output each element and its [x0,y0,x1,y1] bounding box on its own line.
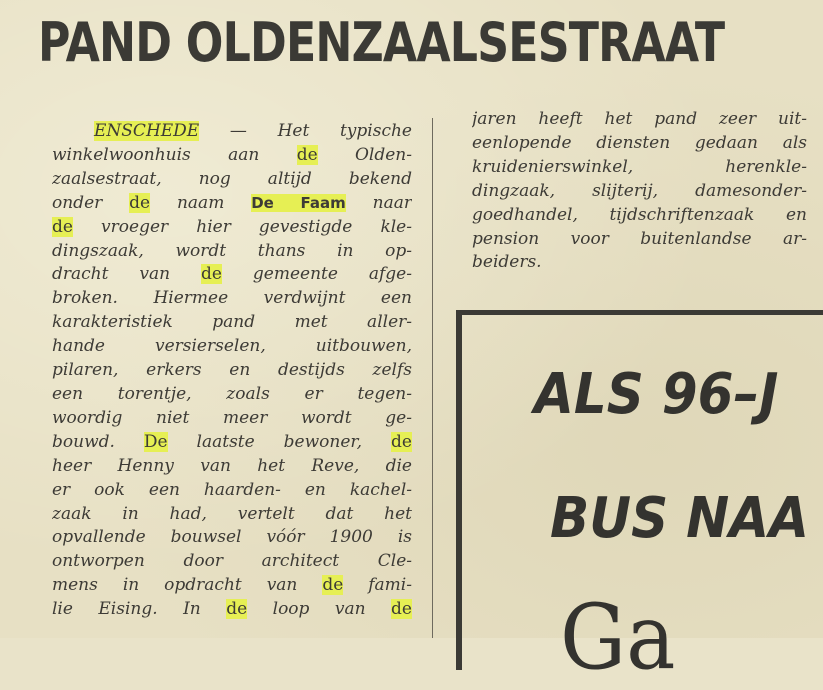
text-segment: fami- [343,575,412,596]
advertisement-headline-1: ALS 96–J [534,362,779,427]
text-segment: naar [345,192,412,213]
text-line: goedhandel, tijdschriftenzaak en [472,204,807,225]
text-segment: vroeger hier gevestigde kle- [72,216,412,237]
text-segment: — Het typische [199,121,412,141]
highlighted-word: de [391,431,412,452]
text-line [52,598,412,622]
text-segment: naam [150,192,252,213]
text-line [52,574,412,598]
text-line: heer Henny van het Reve, die [52,455,412,476]
text-line: beiders. [472,252,542,273]
text-line: hande versierselen, uitbouwen, [52,336,412,357]
article-column-1 [52,120,412,622]
highlighted-word: de [201,264,222,285]
text-line: woordig niet meer wordt ge- [52,407,412,428]
article-headline: PAND OLDENZAALSESTRAAT [38,11,725,74]
column-divider [432,118,433,638]
text-segment: dracht van [52,264,202,285]
advertisement-headline-3: Ga [560,585,676,690]
text-line: kruidenierswinkel, herenkle- [472,156,807,177]
text-line: er ook een haarden- en kachel- [52,479,412,500]
text-line: zaak in had, vertelt dat het [52,503,412,524]
highlighted-name: De Faam [251,193,346,212]
text-line: een torentje, zoals er tegen- [52,383,412,404]
article-column-2 [472,108,807,275]
text-segment: mens in opdracht van [52,575,323,596]
text-segment: bouwd. [52,431,144,452]
text-segment: onder [52,192,130,213]
text-line: opvallende bouwsel vóór 1900 is [52,527,412,548]
text-segment: Olden- [317,144,412,165]
highlighted-word: de [322,575,344,596]
text-segment: winkelwoonhuis aan [52,144,297,165]
highlighted-word: de [226,599,248,620]
text-line [52,216,412,240]
highlighted-word: de [296,144,318,165]
text-line: pension voor buitenlandse ar- [472,228,807,249]
text-line: broken. Hiermee verdwijnt een [52,288,412,309]
highlighted-word: de [391,599,412,620]
text-line: eenlopende diensten gedaan als [472,132,807,153]
text-segment: loop van [247,599,392,620]
text-segment: laatste bewoner, [167,431,392,452]
text-line [52,431,412,455]
dateline-highlighted: ENSCHEDE [94,121,200,141]
text-line [52,120,412,144]
text-line [52,263,412,287]
text-line [52,144,412,168]
text-line: dingzaak, slijterij, damesonder- [472,180,807,201]
text-segment: lie Eising. In [52,599,227,620]
text-line: pilaren, erkers en destijds zelfs [52,360,412,381]
text-segment: gemeente afge- [221,264,412,285]
highlighted-word: de [52,216,73,237]
text-line: ontworpen door architect Cle- [52,551,412,572]
text-line [52,192,412,216]
text-line: jaren heeft het pand zeer uit- [472,109,807,129]
text-line: karakteristiek pand met aller- [52,312,412,333]
text-line: zaalsestraat, nog altijd bekend [52,168,412,189]
highlighted-word: de [129,192,151,213]
text-line: dingszaak, wordt thans in op- [52,240,412,261]
highlighted-word: De [143,431,168,452]
advertisement-headline-2: BUS NAA [550,486,810,551]
